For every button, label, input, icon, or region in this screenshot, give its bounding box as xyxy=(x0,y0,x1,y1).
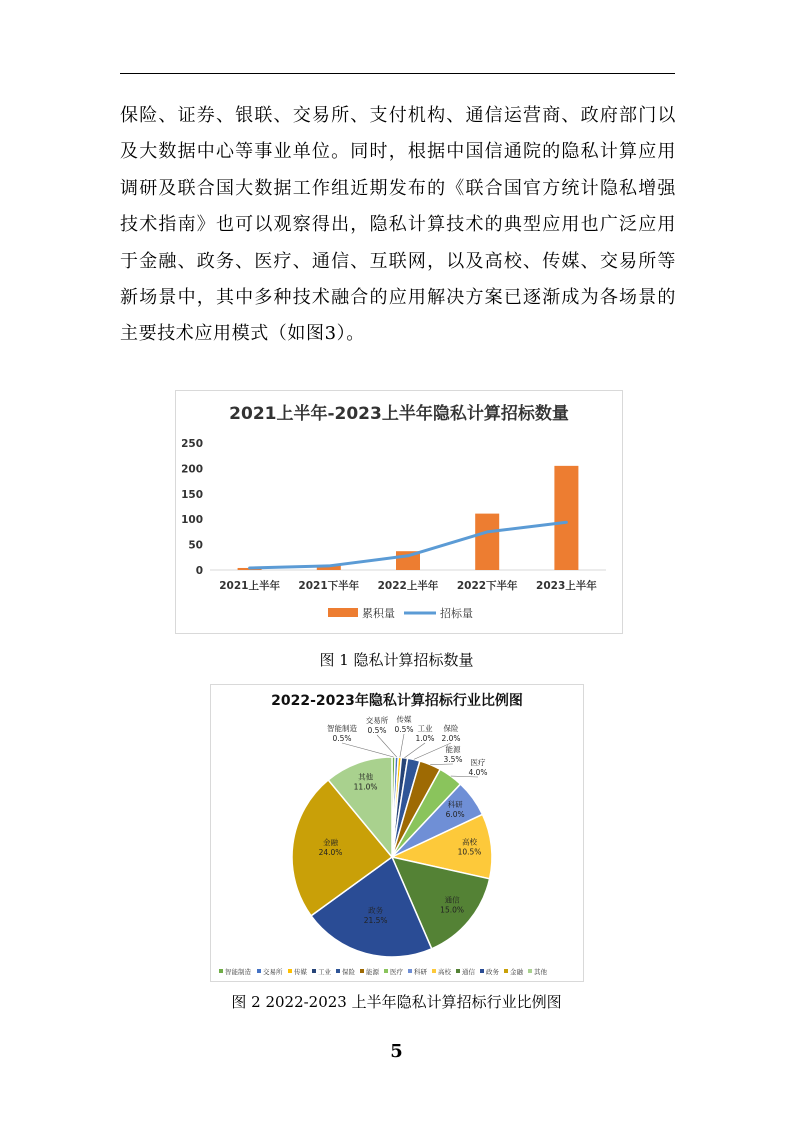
x-tick-label: 2021上半年 xyxy=(219,580,280,592)
bar-2023上半年 xyxy=(554,466,578,570)
leader-line xyxy=(400,734,404,757)
pie-label-value: 24.0% xyxy=(318,848,343,858)
legend-label: 科研 xyxy=(414,968,427,976)
pie-title: 2022-2023年隐私计算招标行业比例图 xyxy=(271,693,523,709)
legend-swatch xyxy=(384,969,388,973)
pie-label-name: 能源 xyxy=(445,745,461,754)
pie-label-name: 金融 xyxy=(322,838,338,848)
legend-label-line: 招标量 xyxy=(440,607,473,620)
chart-title: 2021上半年-2023上半年隐私计算招标数量 xyxy=(229,404,569,424)
pie-label-value: 11.0% xyxy=(353,782,378,792)
legend-label: 智能制造 xyxy=(225,968,251,976)
figure-1-bar-chart xyxy=(175,390,623,634)
legend-swatch xyxy=(504,969,508,973)
bar-line-chart xyxy=(176,391,622,633)
legend-label: 保险 xyxy=(342,968,355,976)
legend-label-bar: 累积量 xyxy=(362,607,395,620)
legend-label: 交易所 xyxy=(263,968,283,976)
legend-label: 其他 xyxy=(534,968,547,976)
y-tick-label: 250 xyxy=(181,438,203,450)
pie-label-value: 3.5% xyxy=(443,755,463,764)
legend-label: 金融 xyxy=(510,968,523,976)
legend-swatch xyxy=(336,969,340,973)
legend-swatch xyxy=(288,969,292,973)
leader-line xyxy=(430,764,453,765)
pie-label-name: 政务 xyxy=(368,905,384,915)
legend-swatch-bar xyxy=(328,608,358,617)
pie-label-name: 通信 xyxy=(444,895,460,905)
leader-line xyxy=(377,735,397,757)
pie-label-value: 2.0% xyxy=(441,734,461,743)
pie-label-name: 高校 xyxy=(462,837,478,847)
page-number: 5 xyxy=(390,1041,403,1062)
x-tick-label: 2022上半年 xyxy=(377,580,439,592)
y-tick-label: 200 xyxy=(181,463,203,476)
legend-label: 工业 xyxy=(318,968,331,976)
pie-label-name: 科研 xyxy=(447,800,463,810)
legend-swatch xyxy=(257,969,261,973)
legend-swatch xyxy=(408,969,412,973)
pie-label-name: 智能制造 xyxy=(327,724,357,733)
legend-label: 通信 xyxy=(462,968,475,976)
pie-label-name: 传媒 xyxy=(396,715,412,724)
pie-label-value: 6.0% xyxy=(445,810,465,820)
legend-label: 政务 xyxy=(486,968,499,976)
pie-label-name: 其他 xyxy=(358,772,374,782)
pie-label-value: 21.5% xyxy=(363,915,388,925)
x-tick-label: 2022下半年 xyxy=(456,580,518,592)
y-tick-label: 0 xyxy=(195,565,203,577)
figure-2-pie-chart xyxy=(210,684,584,982)
pie-label-name: 工业 xyxy=(417,724,433,733)
pie-label-value: 4.0% xyxy=(468,768,488,777)
y-tick-label: 150 xyxy=(181,488,203,501)
body-paragraph: 保险、证券、银联、交易所、支付机构、通信运营商、政府部门以及大数据中心等事业单位。同时，根据中国信通院的隐私计算应用调研及联合国大数据工作组近期发布的《联合国官方统计隐私增强技术指南》也可以观察得出，隐私计算技术的典型应用也广泛应用于金融、政务、医疗、通信、互联网，以及高校、传媒、交易所等新场景中，其中多种技术融合的应用解决方案已逐渐成为各场景的主要技术应用模式（如图3）。 xyxy=(120,105,676,345)
figure-2-caption: 图 2 2022-2023 上半年隐私计算招标行业比例图 xyxy=(231,993,562,1011)
legend-label: 能源 xyxy=(366,968,379,976)
pie-label-value: 0.5% xyxy=(367,726,387,735)
legend-label: 医疗 xyxy=(390,968,403,976)
legend-swatch xyxy=(480,969,484,973)
pie-label-name: 保险 xyxy=(443,724,459,733)
legend-swatch xyxy=(432,969,436,973)
figure-1-caption: 图 1 隐私计算招标数量 xyxy=(319,651,474,669)
pie-label-value: 0.5% xyxy=(332,734,352,743)
bar-2022下半年 xyxy=(475,514,499,570)
legend-swatch xyxy=(312,969,316,973)
legend-swatch xyxy=(528,969,532,973)
pie-label-value: 15.0% xyxy=(440,905,465,915)
industry-pie-chart xyxy=(211,685,583,981)
pie-label-name: 交易所 xyxy=(365,716,389,725)
legend-swatch xyxy=(456,969,460,973)
pie-label-value: 0.5% xyxy=(394,725,414,734)
header-rule xyxy=(120,73,675,74)
y-tick-label: 50 xyxy=(188,539,203,552)
pie-label-value: 1.0% xyxy=(415,734,435,743)
x-tick-label: 2021下半年 xyxy=(298,580,360,592)
legend-label: 传媒 xyxy=(294,968,307,976)
pie-label-name: 医疗 xyxy=(470,758,486,767)
legend-label: 高校 xyxy=(438,968,451,976)
legend-swatch xyxy=(360,969,364,973)
x-tick-label: 2023上半年 xyxy=(536,580,597,592)
legend-swatch xyxy=(219,969,223,973)
y-tick-label: 100 xyxy=(181,514,203,527)
pie-label-value: 10.5% xyxy=(457,847,482,857)
